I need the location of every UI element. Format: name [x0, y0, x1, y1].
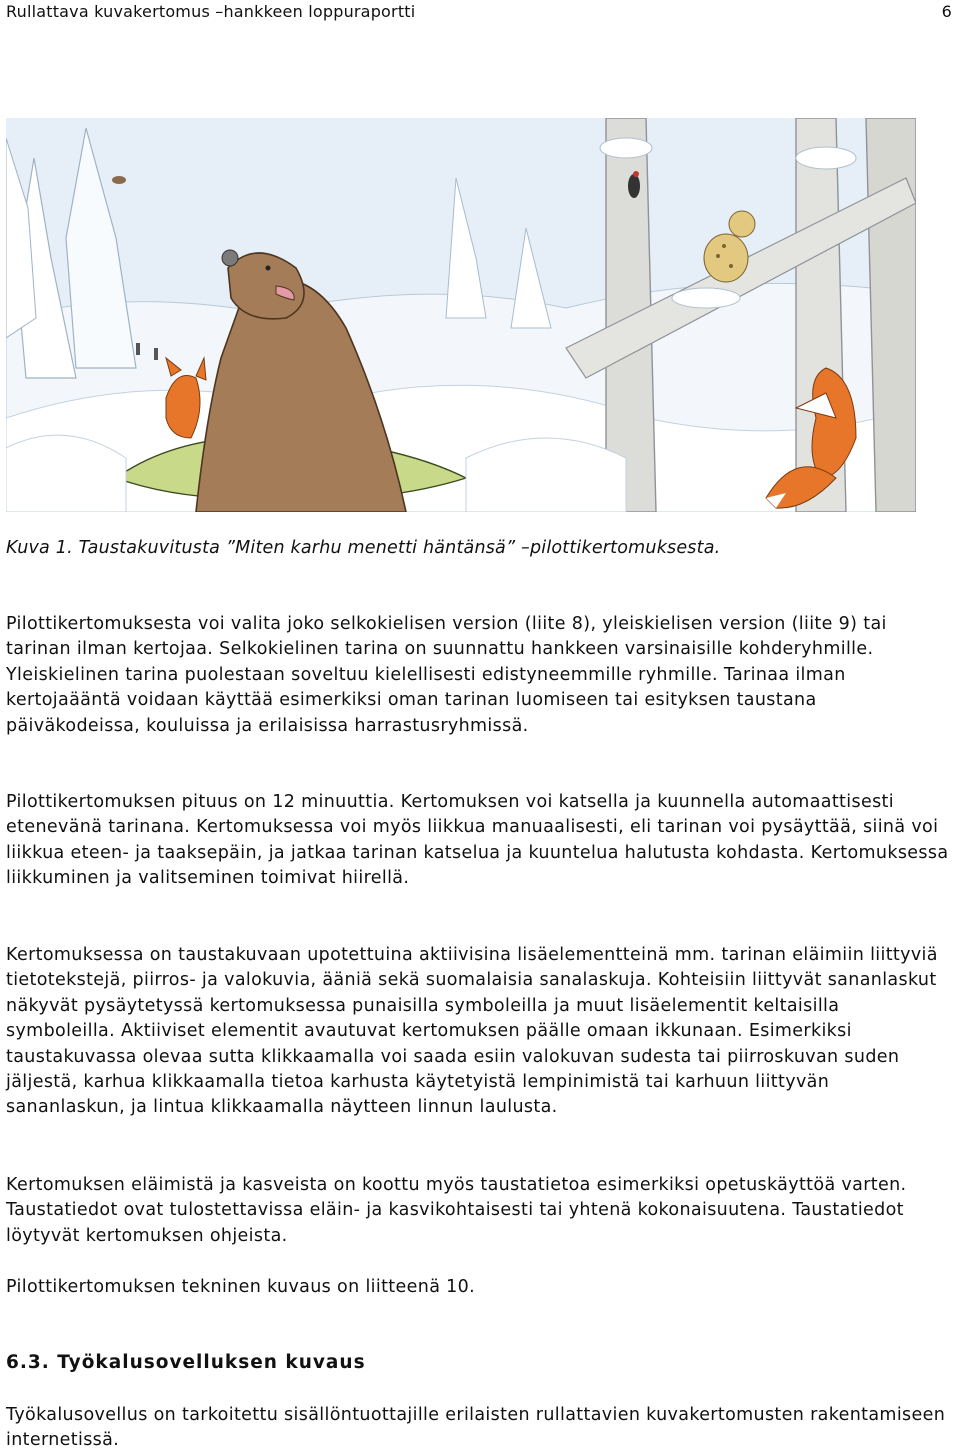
paragraph-duration: Pilottikertomuksen pituus on 12 minuuttia. Kertomuksen voi katsella ja kuunnella automaattisesti etenevänä tarinana. Kertomuksessa voi myös liikkua manuaalisesti, eli tarinan voi pysäyttää, siinä voi liikkua eteen- ja taaksepäin, ja jatkaa tarinan katselua ja kuuntelua halutusta kohdasta. Kertomuksessa liikkuminen ja valitseminen toimivat hiirellä.	[6, 792, 949, 889]
section-heading: 6.3. Työkalusovelluksen kuvaus	[6, 1352, 366, 1373]
paragraph-background-info: Kertomuksen eläimistä ja kasveista on koottu myös taustatietoa esimerkiksi opetuskäyttöä varten. Taustatiedot ovat tulostettavissa eläin- ja kasvikohtaisesti tai yhtenä kokonaisuutena. Taustatiedot löytyvät kertomuksen ohjeista.	[6, 1175, 907, 1246]
story-illustration	[6, 118, 916, 512]
page-number: 6	[941, 2, 952, 21]
page-header	[6, 2, 952, 24]
paragraph-technical: Pilottikertomuksen tekninen kuvaus on liitteenä 10.	[6, 1277, 476, 1297]
figure-caption: Kuva 1. Taustakuvitusta ”Miten karhu menetti häntänsä” –pilottikertomuksesta.	[6, 538, 721, 558]
paragraph-elements: Kertomuksessa on taustakuvaan upotettuina aktiivisina lisäelementteinä mm. tarinan eläimiin liittyviä tietotekstejä, piirros- ja valokuvia, ääniä sekä suomalaisia sanalaskuja. Kohteisiin liittyvät sananlaskut näkyvät pysäytetyssä kertomuksessa punaisilla symboleilla ja muut lisäelementit keltaisilla symboleilla. Aktiiviset elementit avautuvat kertomuksen päälle omaan ikkunaan. Esimerkiksi taustakuvassa olevaa sutta klikkaamalla voi saada esiin valokuvan sudesta tai piirroskuvan suden jäljestä, karhua klikkaamalla tietoa karhusta käytetyistä lempinimistä tai karhuun liittyvän sananlaskun, ja lintua klikkaamalla näytteen linnun laulusta.	[6, 945, 938, 1118]
paragraph-versions: Pilottikertomuksesta voi valita joko selkokielisen version (liite 8), yleiskielisen version (liite 9) tai tarinan ilman kertojaa. Selkokielinen tarina on suunnattu hankkeen varsinaisille kohderyhmille. Yleiskielinen tarina puolestaan soveltuu kielellisesti edistyneemmille ryhmille. Tarinaa ilman kertojaääntä voidaan käyttää esimerkiksi oman tarinan luomiseen tai esityksen taustana päiväkodeissa, kouluissa ja erilaisissa harrastusryhmissä.	[6, 614, 887, 736]
document-title: Rullattava kuvakertomus –hankkeen loppuraportti	[6, 2, 416, 21]
paragraph-tool-app: Työkalusovellus on tarkoitettu sisällöntuottajille erilaisten rullattavien kuvakertomusten rakentamiseen internetissä.	[6, 1405, 946, 1451]
